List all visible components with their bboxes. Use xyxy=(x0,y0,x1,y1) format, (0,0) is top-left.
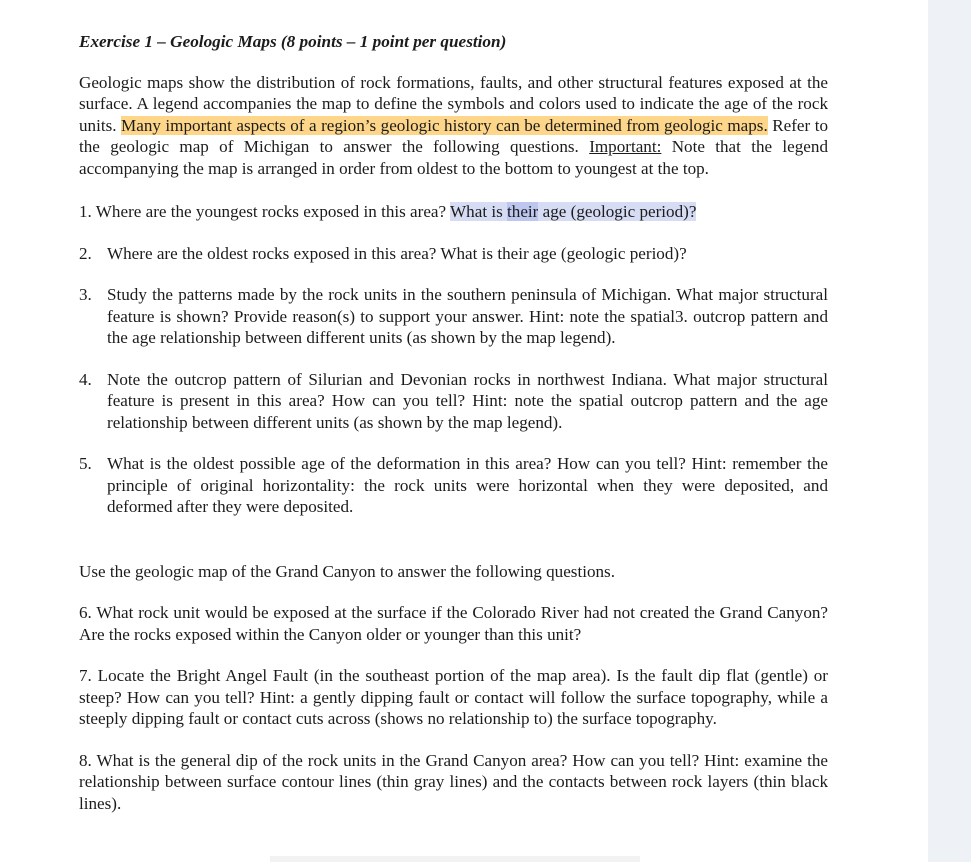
question-4-text: Note the outcrop pattern of Silurian and Devonian rocks in northwest Indiana. What major structural feature is present in this area? How can you tell? Hint: note the spatial outcrop pattern and the age relationship between different units (as shown by the map legend). xyxy=(107,369,828,432)
intro-paragraph xyxy=(79,72,828,180)
question-4 xyxy=(79,369,828,434)
question-7: 7. Locate the Bright Angel Fault (in the southeast portion of the map area). Is the fault dip flat (gentle) or steep? How can you tell? Hint: a gently dipping fault or contact will follow the surface topography, while a steeply dipping fault or contact cuts across (shows no relationship to) the surface topography. xyxy=(79,666,828,728)
intro-text-2: Refer to the geologic map of Michigan to answer the following questions. xyxy=(79,115,829,156)
question-5-text: What is the oldest possible age of the deformation in this area? How can you tell? Hint: remember the principle of original horizontality: the rock units were horizontal when they were deposited, and deformed after they were deposited. xyxy=(107,454,828,516)
question-2-number: 2. xyxy=(79,243,92,263)
question-1-text: Where are the youngest rocks exposed in this area? xyxy=(95,202,447,221)
question-3 xyxy=(79,284,828,349)
viewer-gutter xyxy=(928,0,971,862)
question-1 xyxy=(79,201,828,223)
question-4-number: 4. xyxy=(79,369,92,389)
question-6: 6. What rock unit would be exposed at the surface if the Colorado River had not created the Grand Canyon? Are the rocks exposed within the Canyon older or younger than this unit? xyxy=(79,603,828,644)
exercise-title: Exercise 1 – Geologic Maps (8 points – 1 point per question) xyxy=(79,32,507,51)
question-1-highlight-c[interactable]: age (geologic period)? xyxy=(542,202,697,221)
highlighted-text[interactable]: Many important aspects of a region’s geologic history can be determined from geologic maps. xyxy=(121,115,768,135)
question-1-number: 1. xyxy=(79,202,92,221)
document-content xyxy=(79,31,828,814)
question-3-number: 3. xyxy=(79,285,92,304)
question-2 xyxy=(79,243,828,265)
intro-text-1: Geologic maps show the distribution of rock formations, faults, and other structural features exposed at the surface. A legend accompanies the map to define the symbols and colors used to indicate the age of the rock units. xyxy=(79,72,828,135)
question-3-text: Study the patterns made by the rock units in the southern peninsula of Michigan. What major structural feature is shown? Provide reason(s) to support your answer. Hint: note the spatial3. outcrop pattern and the age relationship between different units (as shown by the map legend). xyxy=(107,285,828,347)
page-bottom-shadow xyxy=(270,856,640,862)
intro-text-3: Note that the legend accompanying the map is arranged in order from oldest to the bottom to youngest at the top. xyxy=(79,137,828,178)
question-5-number: 5. xyxy=(79,454,92,473)
grand-canyon-intro: Use the geologic map of the Grand Canyon to answer the following questions. xyxy=(79,561,615,581)
question-8: 8. What is the general dip of the rock units in the Grand Canyon area? How can you tell? Hint: examine the relationship between surface contour lines (thin gray lines) and the contacts between rock layers (thin black lines). xyxy=(79,750,828,813)
question-1-highlight-a[interactable]: What is xyxy=(450,202,503,221)
question-1-highlight-b[interactable]: their xyxy=(507,202,539,221)
important-label: Important: xyxy=(589,137,662,156)
question-2-text: Where are the oldest rocks exposed in this area? What is their age (geologic period)? xyxy=(107,243,687,263)
question-5 xyxy=(79,453,828,518)
